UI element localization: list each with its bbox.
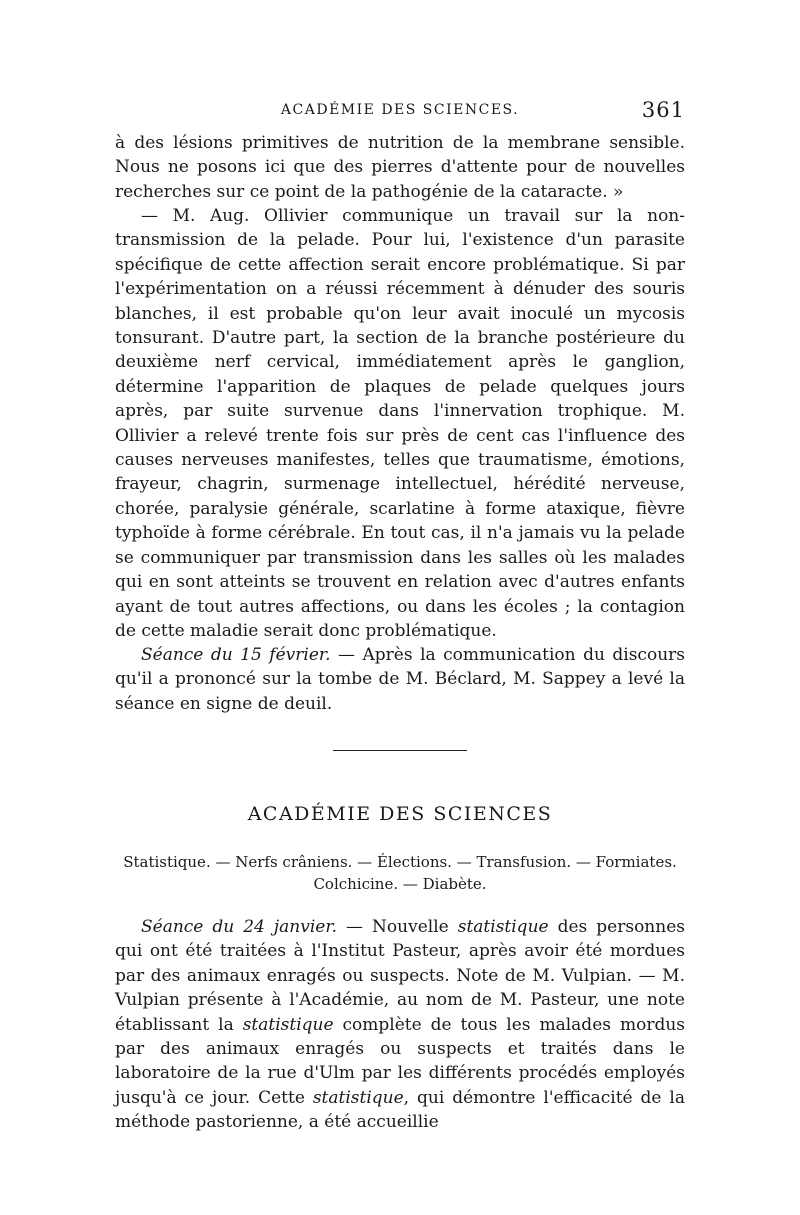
paragraph-body: complète de tous les malades mordus par des animaux enragés ou suspects et traités dans le laboratoire de la rue d'Ulm par les différents procédés employés jusqu'à ce jour. Cette [115, 1014, 685, 1108]
paragraph-body: , qui démontre l'efficacité de la méthode pastorienne, a été accueillie [115, 1087, 685, 1133]
contents-line-2: Colchicine. — Diabète. [313, 875, 487, 893]
section-title: ACADÉMIE DES SCIENCES [247, 803, 553, 825]
paragraph-text: à des lésions primitives de nutrition de la membrane sensible. Nous ne posons ici que des pierres d'attente pour de nouvelles recherches sur ce point de la pathogénie de la cataracte. » [115, 133, 685, 202]
paragraph-body: — Nouvelle [337, 917, 458, 937]
page-number: 361 [641, 98, 685, 122]
paragraph-continuation [115, 131, 685, 204]
emphasis-statistique: statistique [312, 1087, 404, 1108]
paragraph-text [115, 915, 685, 1135]
paragraph-ollivier [115, 204, 685, 643]
section-divider [333, 750, 467, 751]
running-title: ACADÉMIE DES SCIENCES. [280, 102, 520, 118]
paragraph-seance-15-fevrier [115, 643, 685, 716]
paragraph-body: — Après la communication du discours qu'il a prononcé sur la tombe de M. Béclard, M. Sappey a levé la séance en signe de deuil. [115, 645, 685, 714]
section-contents [115, 851, 685, 895]
contents-line-1: Statistique. — Nerfs crâniens. — Élections. — Transfusion. — Formiates. [123, 853, 677, 871]
paragraph-body: des personnes qui ont été traitées à l'Institut Pasteur, après avoir été mordues par des animaux enragés ou suspects. Note de M. Vulpian. — M. Vulpian présente à l'Académie, au nom de M. Pasteur, une note établissant la [115, 917, 685, 1035]
emphasis-statistique: statistique [457, 917, 549, 937]
seance-date: Séance du 24 janvier. [141, 917, 338, 937]
paragraph-text [115, 643, 685, 716]
paragraph-seance-24-janvier [115, 915, 685, 1135]
emphasis-statistique: statistique [242, 1014, 334, 1035]
paragraph-text: — M. Aug. Ollivier communique un travail sur la non-transmission de la pelade. Pour lui, l'existence d'un parasite spécifique de cette affection serait encore problématique. Si par l'expérimentation on a réussi récemment à dénuder des souris blanches, il est probable qu'on leur avait inoculé un mycosis tonsurant. D'autre part, la section de la branche postérieure du deuxième nerf cervical, immédiatement après le ganglion, détermine l'apparition de plaques de pelade quelques jours après, par suite survenue dans l'innervation trophique. M. Ollivier a relevé trente fois sur près de cent cas l'influence des causes nerveuses manifestes, telles que traumatisme, émotions, frayeur, chagrin, surmenage intellectuel, hérédité nerveuse, chorée, paralysie générale, scarlatine à forme ataxique, fièvre typhoïde à forme cérébrale. En tout cas, il n'a jamais vu la pelade se communiquer par transmission dans les salles où les malades qui en sont atteints se trouvent en relation avec d'autres enfants ayant de tout autres affections, ou dans les écoles ; la contagion de cette maladie serait donc problématique. [115, 206, 685, 641]
seance-date: Séance du 15 février. [141, 645, 331, 665]
running-head [115, 98, 685, 124]
